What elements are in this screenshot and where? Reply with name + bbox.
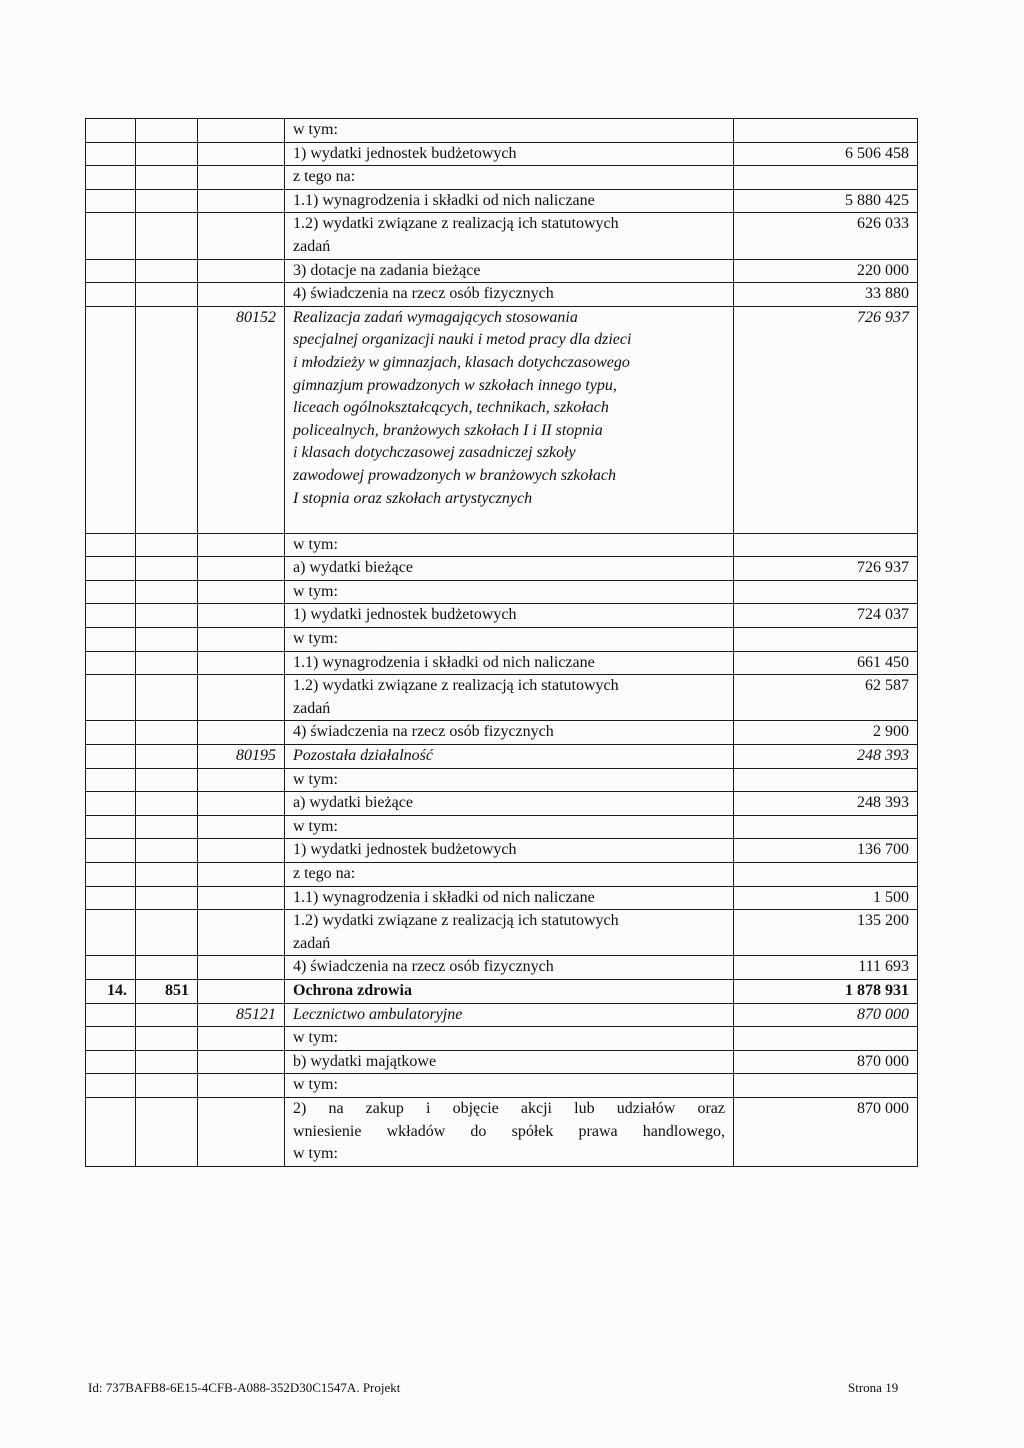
dzial-cell <box>136 1097 198 1166</box>
lp-cell <box>86 675 136 721</box>
description-line: specjalnej organizacji nauki i metod pracy dla dzieci <box>293 331 632 349</box>
description-cell <box>285 675 734 721</box>
description-line: 1.1) wynagrodzenia i składki od nich naliczane <box>293 888 595 906</box>
description-line: 1) wydatki jednostek budżetowych <box>293 841 517 859</box>
description-line: 4) świadczenia na rzecz osób fizycznych <box>293 958 554 976</box>
table-row <box>86 721 918 745</box>
lp-cell <box>86 142 136 166</box>
rozdzial-cell <box>198 1027 285 1051</box>
rozdzial-cell <box>198 815 285 839</box>
description-cell <box>285 283 734 307</box>
table-row <box>86 557 918 581</box>
lp-cell <box>86 721 136 745</box>
dzial-cell <box>136 1050 198 1074</box>
amount-cell: 111 693 <box>734 956 918 980</box>
lp-cell <box>86 119 136 143</box>
rozdzial-cell <box>198 533 285 557</box>
table-row <box>86 1050 918 1074</box>
description-line: wniesienie wkładów do spółek prawa handlowego, <box>293 1122 725 1140</box>
dzial-cell <box>136 651 198 675</box>
description-line: w tym: <box>293 535 338 553</box>
description-line: a) wydatki bieżące <box>293 794 413 812</box>
description-cell <box>285 142 734 166</box>
dzial-cell <box>136 956 198 980</box>
budget-table-body <box>86 119 918 1167</box>
description-line: w tym: <box>293 121 338 138</box>
table-row <box>86 745 918 769</box>
amount-cell: 33 880 <box>734 283 918 307</box>
rozdzial-cell <box>198 580 285 604</box>
lp-cell <box>86 1097 136 1166</box>
description-line: gimnazjum prowadzonych w szkołach innego typu, <box>293 376 617 394</box>
dzial-cell <box>136 815 198 839</box>
rozdzial-cell <box>198 956 285 980</box>
table-row <box>86 283 918 307</box>
description-line: 4) świadczenia na rzecz osób fizycznych <box>293 723 554 741</box>
description-cell <box>285 1074 734 1098</box>
table-row <box>86 533 918 557</box>
lp-cell <box>86 1003 136 1027</box>
description-cell <box>285 580 734 604</box>
description-cell <box>285 956 734 980</box>
dzial-cell <box>136 1027 198 1051</box>
rozdzial-cell <box>198 675 285 721</box>
description-cell <box>285 1027 734 1051</box>
amount-cell: 870 000 <box>734 1003 918 1027</box>
description-cell <box>285 839 734 863</box>
rozdzial-cell <box>198 910 285 956</box>
amount-cell: 726 937 <box>734 557 918 581</box>
amount-cell: 661 450 <box>734 651 918 675</box>
lp-cell <box>86 768 136 792</box>
description-line: w tym: <box>293 770 338 788</box>
description-cell <box>285 259 734 283</box>
rozdzial-cell <box>198 628 285 652</box>
description-cell <box>285 651 734 675</box>
rozdzial-cell <box>198 839 285 863</box>
dzial-cell <box>136 189 198 213</box>
dzial-cell <box>136 768 198 792</box>
lp-cell <box>86 189 136 213</box>
description-cell <box>285 604 734 628</box>
table-row <box>86 604 918 628</box>
amount-cell: 1 878 931 <box>734 979 918 1003</box>
description-line: z tego na: <box>293 168 356 186</box>
amount-cell <box>734 580 918 604</box>
rozdzial-cell <box>198 604 285 628</box>
dzial-cell <box>136 886 198 910</box>
document-id: Id: 737BAFB8-6E15-4CFB-A088-352D30C1547A. Projekt <box>88 1380 401 1395</box>
table-row <box>86 189 918 213</box>
amount-cell: 135 200 <box>734 910 918 956</box>
table-row <box>86 839 918 863</box>
description-line: 1.1) wynagrodzenia i składki od nich naliczane <box>293 653 595 671</box>
description-cell <box>285 213 734 259</box>
description-cell <box>285 1050 734 1074</box>
rozdzial-cell: 85121 <box>198 1003 285 1027</box>
amount-cell: 220 000 <box>734 259 918 283</box>
description-cell <box>285 910 734 956</box>
table-row <box>86 863 918 887</box>
description-cell <box>285 1003 734 1027</box>
description-line: 2) na zakup i objęcie akcji lub udziałów oraz <box>293 1099 725 1117</box>
lp-cell <box>86 1050 136 1074</box>
description-cell <box>285 166 734 190</box>
dzial-cell <box>136 557 198 581</box>
description-line: liceach ogólnokształcących, technikach, szkołach <box>293 399 609 417</box>
dzial-cell <box>136 119 198 143</box>
description-line: w tym: <box>293 1029 338 1047</box>
description-line: zadań <box>293 934 331 952</box>
description-line: policealnych, branżowych szkołach I i II stopnia <box>293 421 603 439</box>
description-cell <box>285 745 734 769</box>
rozdzial-cell <box>198 1050 285 1074</box>
description-cell <box>285 768 734 792</box>
description-cell <box>285 306 734 533</box>
description-line: i klasach dotychczasowej zasadniczej szkoły <box>293 444 576 462</box>
description-line: w tym: <box>293 817 338 835</box>
lp-cell <box>86 306 136 533</box>
rozdzial-cell <box>198 1097 285 1166</box>
amount-cell: 6 506 458 <box>734 142 918 166</box>
description-line: 1.1) wynagrodzenia i składki od nich naliczane <box>293 191 595 209</box>
budget-table <box>85 118 918 1167</box>
description-cell <box>285 979 734 1003</box>
description-line: Lecznictwo ambulatoryjne <box>293 1005 463 1023</box>
description-line: zawodowej prowadzonych w branżowych szkołach <box>293 466 616 484</box>
amount-cell <box>734 628 918 652</box>
table-row <box>86 166 918 190</box>
description-cell <box>285 886 734 910</box>
dzial-cell: 851 <box>136 979 198 1003</box>
rozdzial-cell <box>198 213 285 259</box>
rozdzial-cell <box>198 721 285 745</box>
description-line <box>293 510 725 533</box>
table-row <box>86 213 918 259</box>
lp-cell <box>86 166 136 190</box>
description-line: 1.2) wydatki związane z realizacją ich statutowych <box>293 215 619 233</box>
dzial-cell <box>136 283 198 307</box>
description-cell <box>285 557 734 581</box>
description-line: Pozostała działalność <box>293 747 434 765</box>
description-cell <box>285 792 734 816</box>
amount-cell: 870 000 <box>734 1050 918 1074</box>
description-line: 1.2) wydatki związane z realizacją ich statutowych <box>293 912 619 930</box>
description-line: a) wydatki bieżące <box>293 559 413 577</box>
amount-cell <box>734 863 918 887</box>
description-cell <box>285 119 734 143</box>
amount-cell: 1 500 <box>734 886 918 910</box>
description-line: i młodzieży w gimnazjach, klasach dotychczasowego <box>293 353 630 371</box>
dzial-cell <box>136 533 198 557</box>
description-cell <box>285 815 734 839</box>
description-line: w tym: <box>293 1076 338 1094</box>
table-row <box>86 910 918 956</box>
lp-cell <box>86 1074 136 1098</box>
dzial-cell <box>136 166 198 190</box>
dzial-cell <box>136 1003 198 1027</box>
page-number: Strona 19 <box>848 1380 899 1395</box>
lp-cell <box>86 651 136 675</box>
lp-cell <box>86 815 136 839</box>
amount-cell: 248 393 <box>734 745 918 769</box>
dzial-cell <box>136 580 198 604</box>
amount-cell: 626 033 <box>734 213 918 259</box>
lp-cell <box>86 213 136 259</box>
dzial-cell <box>136 863 198 887</box>
dzial-cell <box>136 628 198 652</box>
description-line: w tym: <box>293 630 338 648</box>
amount-cell: 5 880 425 <box>734 189 918 213</box>
table-row <box>86 580 918 604</box>
rozdzial-cell <box>198 863 285 887</box>
rozdzial-cell <box>198 283 285 307</box>
table-row <box>86 1027 918 1051</box>
rozdzial-cell <box>198 651 285 675</box>
amount-cell <box>734 119 918 143</box>
dzial-cell <box>136 745 198 769</box>
table-row <box>86 1003 918 1027</box>
rozdzial-cell <box>198 768 285 792</box>
lp-cell <box>86 839 136 863</box>
description-line: b) wydatki majątkowe <box>293 1052 437 1070</box>
dzial-cell <box>136 142 198 166</box>
rozdzial-cell <box>198 119 285 143</box>
table-row <box>86 815 918 839</box>
description-cell <box>285 189 734 213</box>
rozdzial-cell: 80195 <box>198 745 285 769</box>
description-cell <box>285 533 734 557</box>
dzial-cell <box>136 839 198 863</box>
lp-cell <box>86 910 136 956</box>
description-line: Ochrona zdrowia <box>293 981 412 999</box>
dzial-cell <box>136 675 198 721</box>
dzial-cell <box>136 721 198 745</box>
table-row <box>86 119 918 143</box>
rozdzial-cell <box>198 886 285 910</box>
lp-cell <box>86 1027 136 1051</box>
dzial-cell <box>136 604 198 628</box>
lp-cell <box>86 863 136 887</box>
description-cell <box>285 1097 734 1166</box>
lp-cell <box>86 628 136 652</box>
rozdzial-cell <box>198 166 285 190</box>
table-row <box>86 651 918 675</box>
description-line: z tego na: <box>293 865 356 882</box>
rozdzial-cell <box>198 557 285 581</box>
table-row <box>86 956 918 980</box>
description-line: I stopnia oraz szkołach artystycznych <box>293 489 533 507</box>
amount-cell <box>734 1027 918 1051</box>
dzial-cell <box>136 213 198 259</box>
table-row <box>86 1074 918 1098</box>
description-cell <box>285 721 734 745</box>
amount-cell: 136 700 <box>734 839 918 863</box>
table-row <box>86 886 918 910</box>
amount-cell: 248 393 <box>734 792 918 816</box>
description-line: 1.2) wydatki związane z realizacją ich statutowych <box>293 677 619 695</box>
amount-cell: 870 000 <box>734 1097 918 1166</box>
rozdzial-cell: 80152 <box>198 306 285 533</box>
dzial-cell <box>136 1074 198 1098</box>
lp-cell <box>86 956 136 980</box>
table-row <box>86 628 918 652</box>
description-line: zadań <box>293 237 331 255</box>
lp-cell <box>86 533 136 557</box>
amount-cell <box>734 166 918 190</box>
table-row <box>86 1097 918 1166</box>
description-cell <box>285 628 734 652</box>
amount-cell <box>734 533 918 557</box>
description-line: 1) wydatki jednostek budżetowych <box>293 144 517 162</box>
table-row <box>86 792 918 816</box>
description-line: w tym: <box>293 582 338 600</box>
table-row <box>86 306 918 533</box>
rozdzial-cell <box>198 189 285 213</box>
lp-cell: 14. <box>86 979 136 1003</box>
lp-cell <box>86 745 136 769</box>
description-line: 1) wydatki jednostek budżetowych <box>293 606 517 624</box>
amount-cell <box>734 768 918 792</box>
rozdzial-cell <box>198 259 285 283</box>
rozdzial-cell <box>198 979 285 1003</box>
table-row <box>86 142 918 166</box>
rozdzial-cell <box>198 792 285 816</box>
description-line: 3) dotacje na zadania bieżące <box>293 261 481 279</box>
description-line: Realizacja zadań wymagających stosowania <box>293 308 578 326</box>
description-cell <box>285 863 734 887</box>
amount-cell: 62 587 <box>734 675 918 721</box>
lp-cell <box>86 283 136 307</box>
table-row <box>86 259 918 283</box>
lp-cell <box>86 259 136 283</box>
lp-cell <box>86 557 136 581</box>
description-line: w tym: <box>293 1145 338 1163</box>
lp-cell <box>86 792 136 816</box>
lp-cell <box>86 604 136 628</box>
amount-cell: 726 937 <box>734 306 918 533</box>
lp-cell <box>86 580 136 604</box>
amount-cell <box>734 815 918 839</box>
table-row <box>86 675 918 721</box>
description-line: zadań <box>293 699 331 717</box>
dzial-cell <box>136 792 198 816</box>
table-row <box>86 979 918 1003</box>
rozdzial-cell <box>198 142 285 166</box>
amount-cell: 2 900 <box>734 721 918 745</box>
rozdzial-cell <box>198 1074 285 1098</box>
dzial-cell <box>136 910 198 956</box>
amount-cell <box>734 1074 918 1098</box>
dzial-cell <box>136 306 198 533</box>
table-row <box>86 768 918 792</box>
amount-cell: 724 037 <box>734 604 918 628</box>
lp-cell <box>86 886 136 910</box>
description-line: 4) świadczenia na rzecz osób fizycznych <box>293 285 554 303</box>
dzial-cell <box>136 259 198 283</box>
